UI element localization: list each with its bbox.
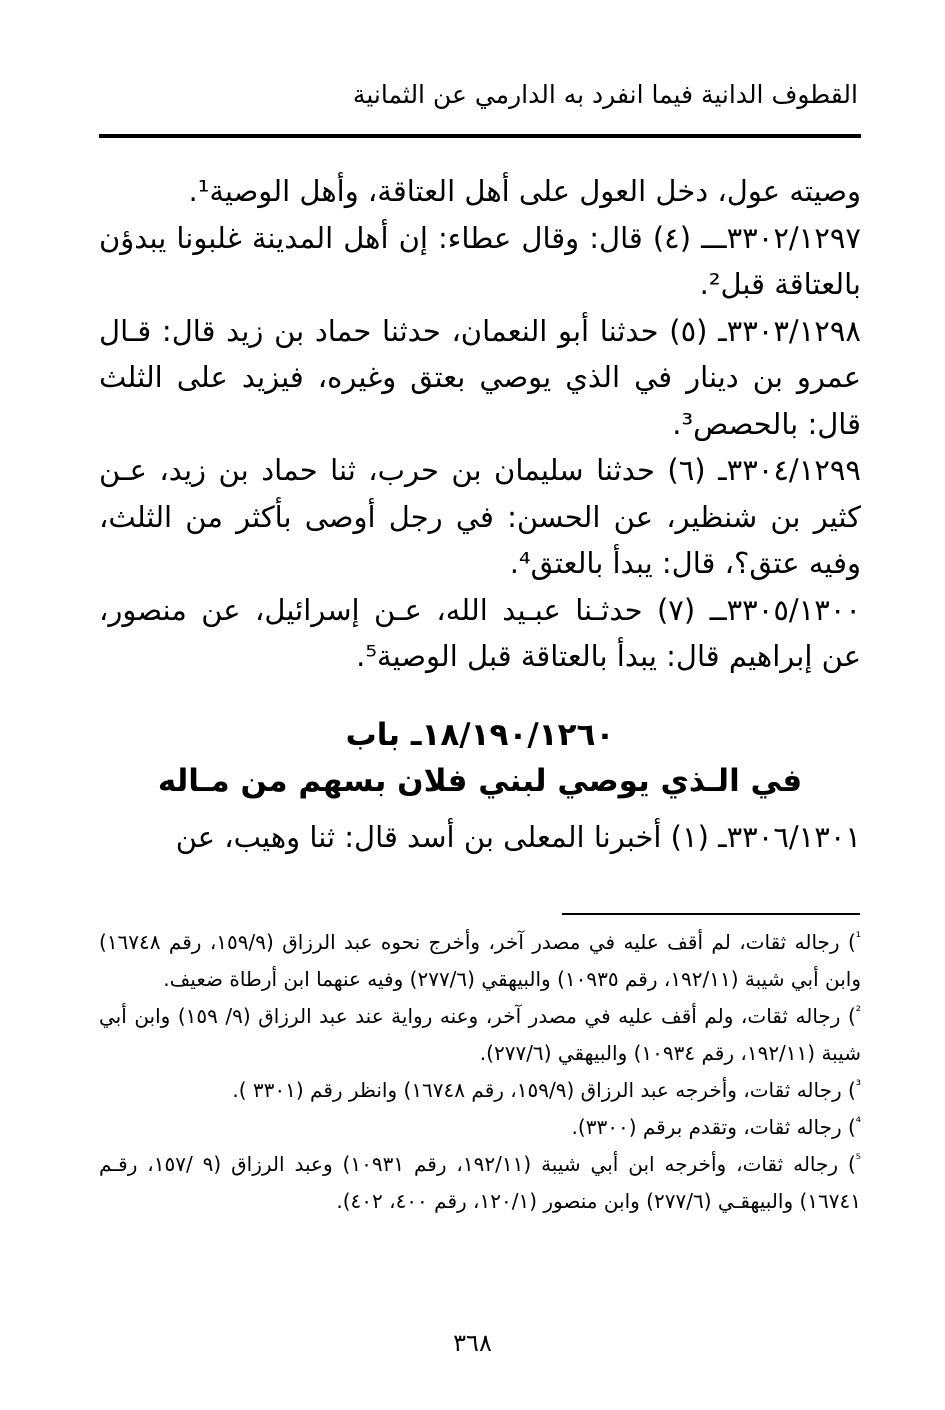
- footnote: [99, 998, 861, 1072]
- footnote-text: ) رجاله ثقات، وأخرجه ابن أبي شيبة (١٩٢/١١، رقم ١٠٩٣١) وعبد الرزاق (٩ /١٥٧، رقـم ١٦٧٤١) والبيهقـي (٢٧٧/٦) وابن منصور (١٢٠/١، رقم ٤٠٠، ٤٠٢).: [99, 1152, 861, 1213]
- paragraph: وصيته عول، دخل العول على أهل العتاقة، وأهل الوصية¹.: [188, 174, 861, 208]
- footnote-text: ) رجاله ثقات، وتقدم برقم (٣٣٠٠).: [571, 1115, 856, 1139]
- footnote-separator: [562, 913, 860, 915]
- footnote-text: ) رجاله ثقات، ولم أقف عليه في مصدر آخر، وعنه رواية عند عبد الرزاق (٩/ ١٥٩) وابن أبي شيبة (١٩٢/١١، رقم ١٠٩٣٤) والبيهقي (٢٧٧/٦).: [99, 1004, 861, 1065]
- hadith-paragraph-start: ٣٣٠٦/١٣٠١ـ (١) أخبرنا المعلى بن أسد قال: ثنا وهيب، عن: [175, 820, 861, 854]
- header-rule: [99, 134, 861, 138]
- footnote-marker: ⁴: [855, 1115, 861, 1131]
- chapter-number: ١٨/١٩٠/١٢٦٠ـ باب: [345, 717, 615, 753]
- footnote-marker: ¹: [855, 930, 861, 946]
- chapter-heading: [99, 712, 861, 804]
- hadith-paragraph: ٣٣٠٢/١٢٩٧ـــ (٤) قال: وقال عطاء: إن أهل المدينة غلبونا يبدؤن بالعتاقة قبل².: [99, 220, 861, 301]
- footnote: [99, 1109, 861, 1146]
- hadith-paragraph: ٣٣٠٤/١٢٩٩ـ (٦) حدثنا سليمان بن حرب، ثنا حماد بن زيد، عـن كثير بن شنظير، عن الحسن: في رجل أوصى بأكثر من الثلث، وفيه عتق؟، قال: يبدأ بالعتق⁴.: [99, 453, 862, 580]
- footnote: [99, 1146, 861, 1220]
- hadith-paragraph: ٣٣٠٣/١٢٩٨ـ (٥) حدثنا أبو النعمان، حدثنا حماد بن زيد قال: قـال عمرو بن دينار في الذي يوصي بعتق وغيره، فيزيد على الثلث قال: بالحصص³.: [99, 313, 862, 441]
- footnote-marker: ²: [855, 1004, 861, 1020]
- footnote: [99, 1072, 861, 1109]
- running-header: القطوف الدانية فيما انفرد به الدارمي عن الثمانية: [352, 80, 858, 109]
- footnote-marker: ³: [855, 1078, 861, 1094]
- footnote: [99, 924, 861, 998]
- footnote-marker: ⁵: [855, 1152, 861, 1168]
- footnote-text: ) رجاله ثقات، لم أقف عليه في مصدر آخر، وأخرج نحوه عبد الرزاق (١٥٩/٩، رقم ١٦٧٤٨) وابن أبي شيبة (١٩٢/١١، رقم ١٠٩٣٥) والبيهقي (٢٧٧/٦) وفيه عنهما ابن أرطاة ضعيف.: [99, 930, 861, 991]
- chapter-title: في الـذي يوصي لبني فلان بسهم من مـاله: [157, 763, 803, 799]
- main-text: [99, 168, 861, 680]
- footnote-text: ) رجاله ثقات، وأخرجه عبد الرزاق (١٥٩/٩، رقم ١٦٧٤٨) وانظر رقم (٣٣٠١ ).: [232, 1078, 856, 1102]
- footnotes: [99, 924, 861, 1220]
- page-number: ٣٦٨: [453, 1329, 492, 1357]
- hadith-paragraph: ٣٣٠٥/١٣٠٠ــ (٧) حدثـنا عبـيد الله، عـن إسرائيل، عن منصور، عن إبراهيم قال: يبدأ بالعتاقة قبل الوصية⁵.: [99, 592, 861, 673]
